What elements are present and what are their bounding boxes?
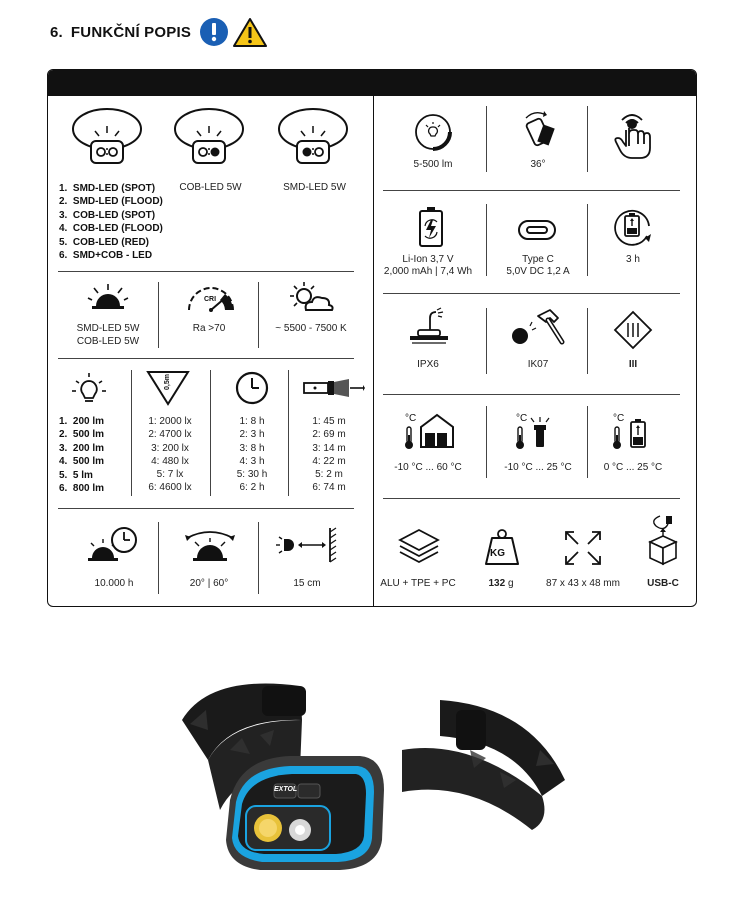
list-item: 1. 200 lm	[59, 416, 105, 427]
list-item: 4: 3 h	[239, 455, 265, 467]
divider	[210, 370, 211, 496]
divider	[258, 522, 259, 594]
cob-led-label: COB-LED 5W	[179, 182, 242, 193]
storage-temp-icon	[403, 413, 459, 451]
list-item: 3: 8 h	[239, 442, 265, 454]
range-list	[294, 415, 364, 495]
touch-sensor-icon	[608, 108, 658, 160]
list-item: 1: 45 m	[312, 416, 346, 427]
mode-list	[59, 182, 163, 262]
battery-capacity: 2,000 mAh | 7,4 Wh	[383, 266, 473, 277]
lifetime-value: 10.000 h	[94, 578, 134, 589]
divider	[587, 308, 588, 374]
protection-class: III	[628, 359, 638, 370]
smd-led-label: SMD-LED 5W	[283, 182, 346, 193]
ik-rating: IK07	[527, 359, 549, 370]
lumen-range-value: 5-500 lm	[413, 159, 453, 170]
list-item: 4: 480 lx	[151, 455, 189, 467]
flashlight-range-icon	[303, 378, 365, 398]
tilt-head-icon	[518, 110, 556, 150]
temp-unit: °C	[516, 413, 528, 424]
headlamp-front-icon	[70, 105, 145, 165]
section-number: 6.	[50, 23, 63, 41]
dimensions-value: 87 x 43 x 48 mm	[546, 578, 620, 589]
protection-class-iii-icon	[614, 311, 652, 349]
spec-panel	[47, 69, 697, 607]
list-item: 6. 800 lm	[59, 483, 105, 495]
list-item: 2. SMD-LED (FLOOD)	[59, 196, 163, 208]
list-item: 3: 200 lx	[151, 442, 189, 454]
charging-time-icon	[613, 206, 653, 246]
operating-temp-icon	[514, 413, 554, 451]
list-item: 3: 14 m	[312, 442, 346, 454]
headlamp-product-image	[170, 680, 580, 880]
led-lifetime-icon	[88, 526, 138, 562]
beam-angle-icon	[181, 528, 239, 562]
ik07-impact-icon	[510, 308, 566, 348]
battery-icon	[418, 206, 444, 248]
sun-cloud-icon	[286, 280, 334, 316]
list-item: 2: 3 h	[239, 429, 265, 441]
list-item: 4. COB-LED (FLOOD)	[59, 223, 163, 235]
bulb-icon	[70, 373, 108, 403]
section-heading	[50, 17, 268, 47]
divider	[288, 370, 289, 496]
list-item: 2: 4700 lx	[148, 429, 192, 441]
divider	[587, 106, 588, 172]
divider	[486, 106, 487, 172]
headlamp-cob-icon	[172, 105, 247, 165]
package-content: USB-C	[647, 578, 679, 589]
weight-label	[468, 578, 534, 590]
ipx6-water-icon	[408, 308, 450, 346]
divider	[486, 406, 487, 478]
divider	[258, 282, 259, 348]
list-item: 4: 22 m	[312, 455, 346, 467]
lux-list	[134, 415, 206, 495]
battery-spec	[378, 254, 478, 278]
list-item: 6: 2 h	[239, 482, 265, 494]
divider	[383, 498, 680, 499]
lumen-range-icon	[414, 113, 452, 151]
dimensions-arrows-icon	[562, 528, 604, 568]
list-item: 6. SMD+COB - LED	[59, 250, 153, 262]
material-layers-icon	[398, 528, 440, 566]
divider	[158, 522, 159, 594]
weight-value: 132	[488, 578, 506, 589]
connector-input: 5,0V DC 1,2 A	[506, 266, 570, 277]
ip-rating: IPX6	[417, 359, 439, 370]
list-item: 5: 2 m	[315, 469, 343, 481]
panel-header-bar	[48, 70, 696, 96]
list-item: 1: 8 h	[239, 416, 265, 427]
list-item: 5. COB-LED (RED)	[59, 236, 150, 248]
lumen-list	[59, 415, 104, 495]
cri-value: Ra >70	[192, 323, 226, 334]
divider	[131, 370, 132, 496]
power-label-cob: COB-LED 5W	[76, 336, 140, 347]
list-item: 5: 7 lx	[156, 469, 184, 481]
charging-temp-value: 0 °C ... 25 °C	[603, 462, 663, 473]
charging-temp-icon	[611, 413, 653, 451]
tilt-value: 36°	[530, 159, 546, 170]
product-logo: EXTOL	[274, 786, 298, 793]
battery-voltage: Li-Ion 3,7 V	[402, 254, 454, 265]
list-item: 2: 69 m	[312, 429, 346, 441]
list-item: 3. 200 lm	[59, 442, 105, 454]
divider	[383, 190, 680, 191]
divider	[587, 204, 588, 276]
clock-icon	[235, 371, 269, 405]
usb-c-port-icon	[518, 220, 556, 240]
divider	[58, 508, 354, 509]
divider	[158, 282, 159, 348]
divider	[383, 293, 680, 294]
list-item: 3. COB-LED (SPOT)	[59, 209, 156, 221]
divider	[587, 406, 588, 478]
temp-unit: °C	[405, 413, 417, 424]
connector-spec	[488, 254, 588, 278]
weight-unit: g	[507, 578, 514, 589]
cri-icon-label: CRI	[204, 296, 217, 303]
min-distance-value: 15 cm	[293, 578, 321, 589]
list-item: 1. SMD-LED (SPOT)	[59, 183, 156, 194]
temp-unit: °C	[613, 413, 625, 424]
storage-temp-value: -10 °C ... 60 °C	[394, 462, 462, 473]
weight-badge: KG	[490, 548, 505, 559]
list-item: 6: 4600 lx	[148, 482, 192, 494]
operating-temp-value: -10 °C ... 25 °C	[504, 462, 572, 473]
charge-time-value: 3 h	[626, 254, 640, 265]
material-value: ALU + TPE + PC	[380, 578, 456, 589]
divider	[58, 271, 354, 272]
light-dome-icon	[88, 282, 128, 312]
list-item: 6: 74 m	[312, 482, 346, 494]
divider	[486, 308, 487, 374]
list-item: 5: 30 h	[236, 469, 268, 481]
section-title: FUNKČNÍ POPIS	[70, 23, 192, 41]
power-label-smd: SMD-LED 5W	[76, 323, 140, 334]
divider	[486, 204, 487, 276]
beam-angle-value: 20° | 60°	[189, 578, 229, 589]
divider	[383, 394, 680, 395]
color-temp-value: ~ 5500 - 7500 K	[275, 323, 347, 334]
list-item: 1: 2000 lx	[148, 416, 192, 427]
min-distance-icon	[274, 528, 338, 562]
panel-divider	[373, 96, 374, 607]
weight-icon	[484, 528, 520, 566]
headlamp-smd-icon	[276, 105, 351, 165]
info-icon	[199, 17, 229, 47]
list-item: 4. 500 lm	[59, 456, 105, 468]
list-item: 2. 500 lm	[59, 429, 105, 441]
runtime-list	[216, 415, 288, 495]
package-usb-c-icon	[646, 514, 680, 568]
connector-type: Type C	[522, 254, 554, 265]
distance-label: 0,5m	[164, 374, 171, 390]
list-item: 5. 5 lm	[59, 469, 93, 481]
divider	[58, 358, 354, 359]
warning-icon	[232, 17, 268, 47]
